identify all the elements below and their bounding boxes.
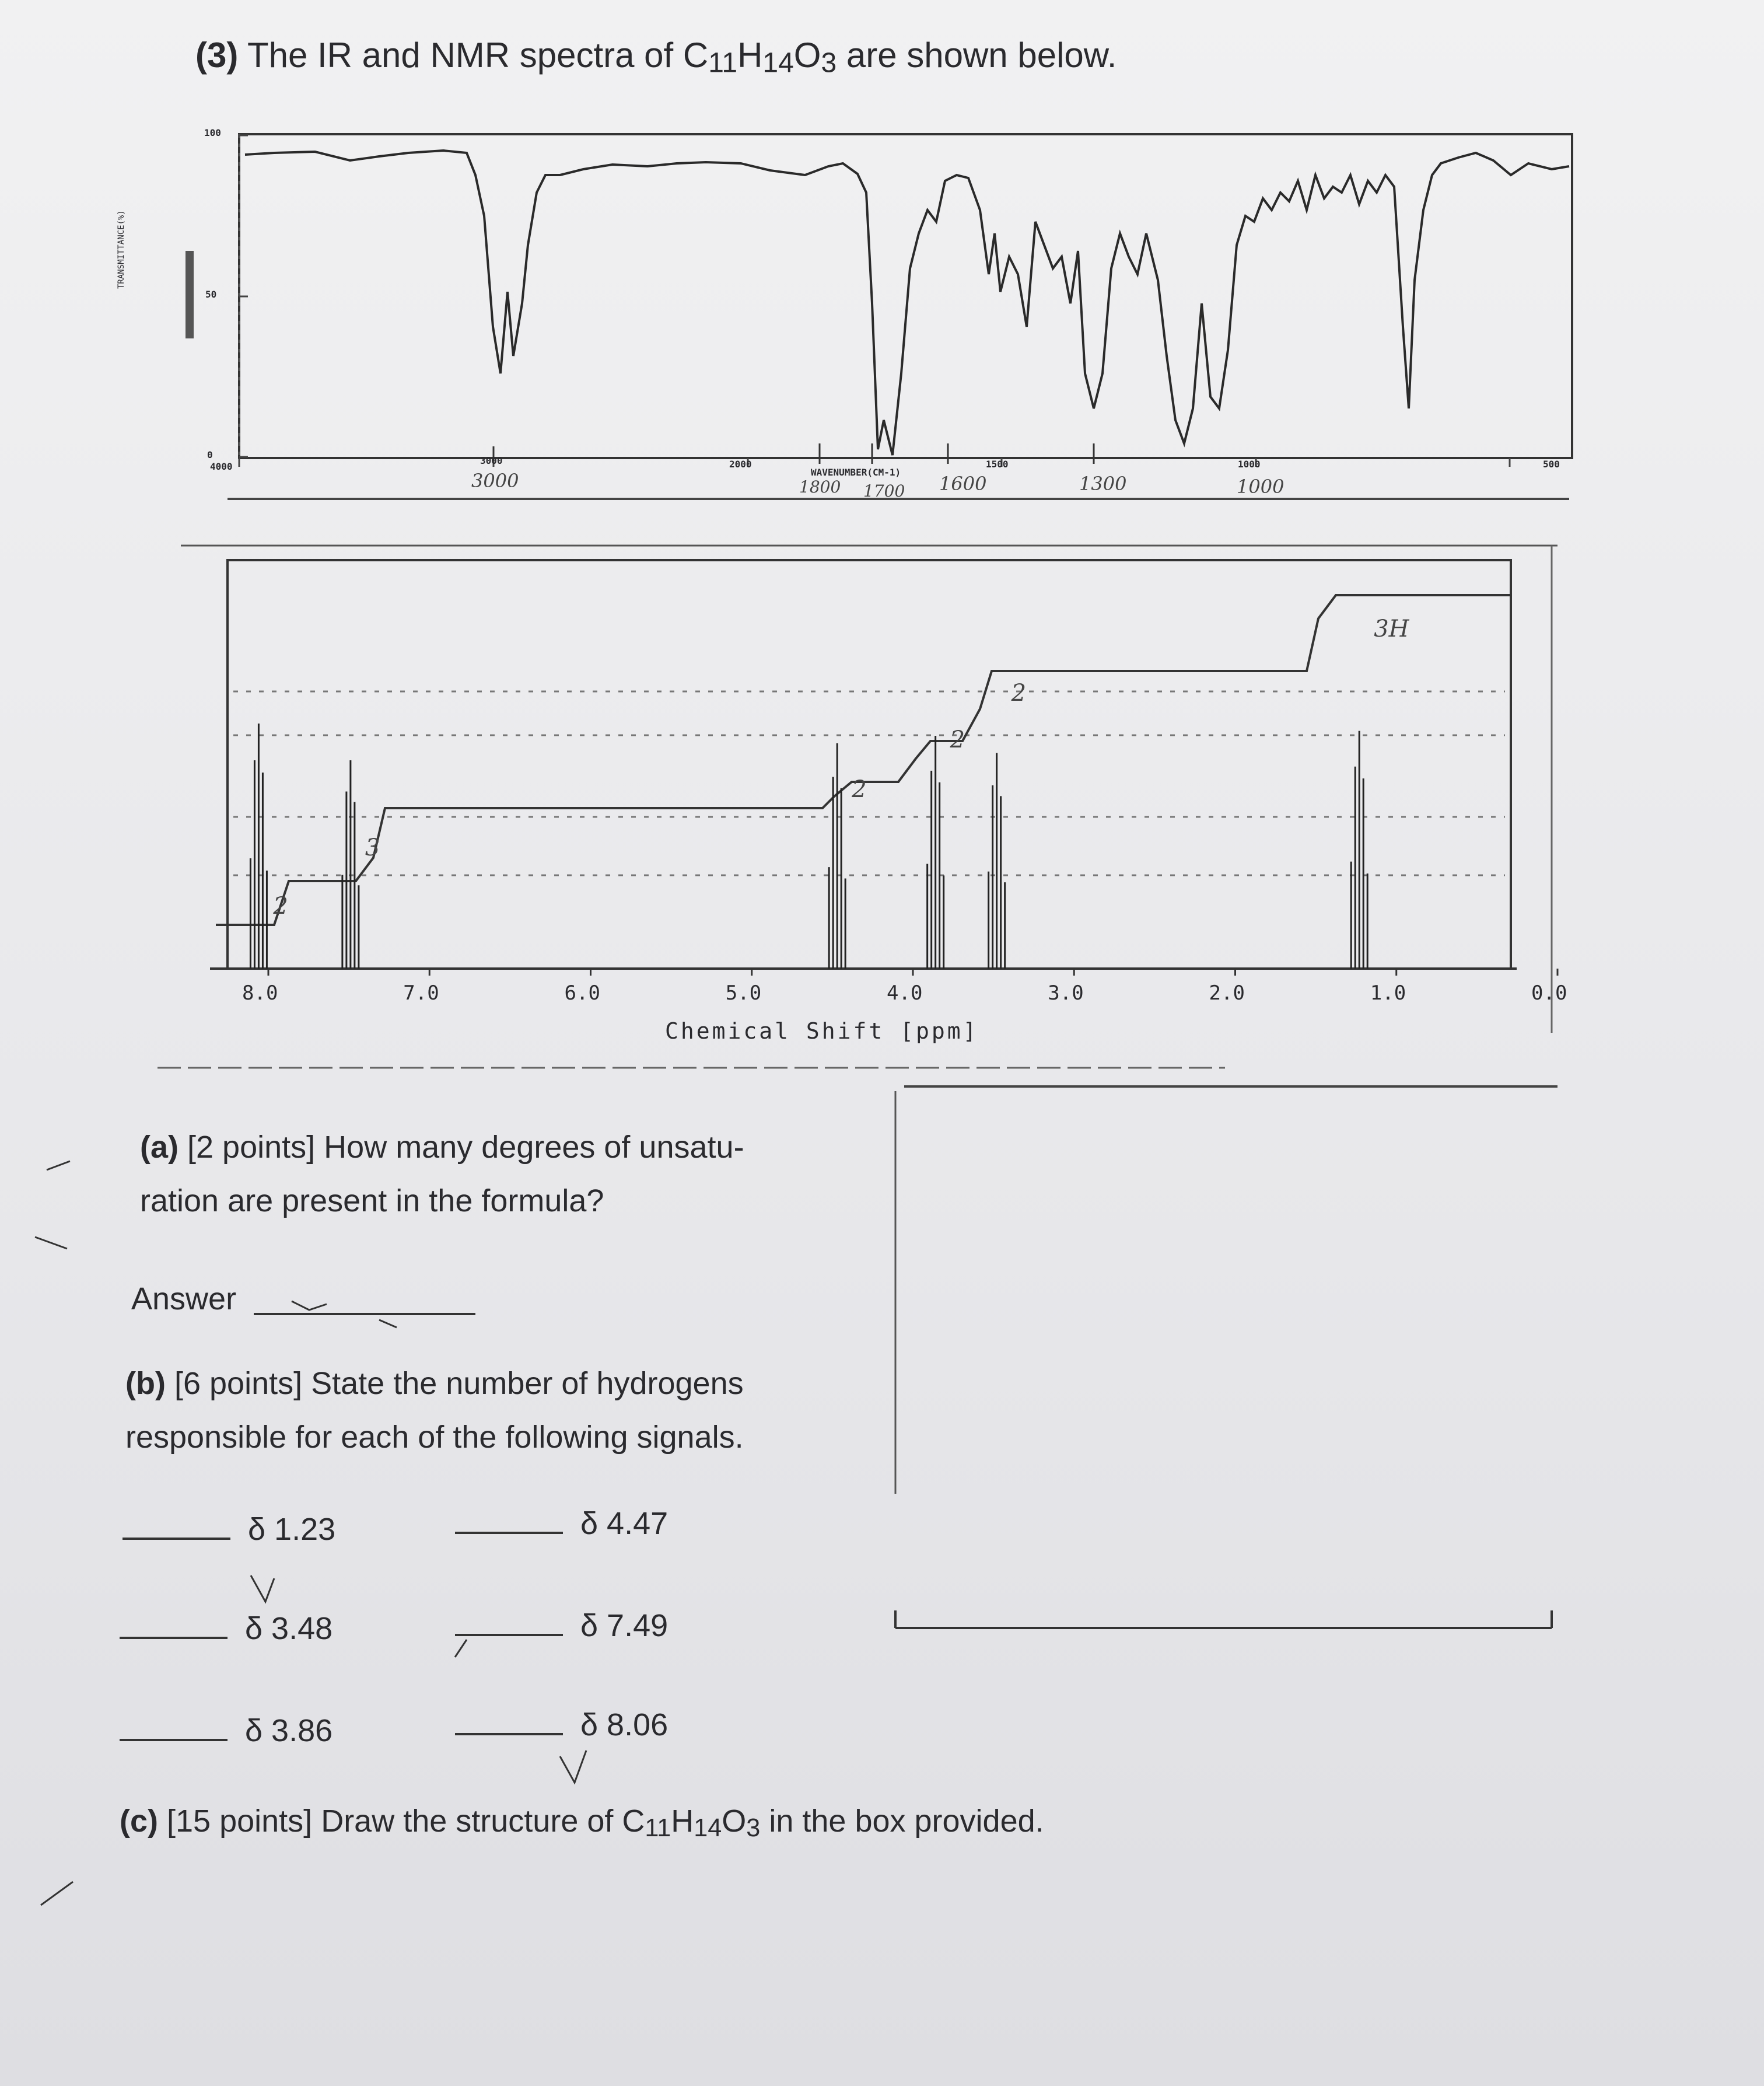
- ir-x-label: WAVENUMBER(CM-1): [811, 467, 901, 478]
- nmr-x-tick-label: 5.0: [725, 981, 762, 1005]
- ir-x-tick-3000: 3000: [480, 455, 503, 466]
- nmr-integration-label: 2: [1011, 680, 1027, 707]
- ir-y-tick-50: 50: [205, 289, 217, 300]
- nmr-x-tick-label: 7.0: [403, 981, 439, 1005]
- signal-row-2-right[interactable]: δ 7.49: [455, 1608, 668, 1644]
- structure-drawing-box[interactable]: [901, 1094, 1543, 1619]
- nmr-x-tick-label: 3.0: [1048, 981, 1084, 1005]
- part-b-question: (b) [6 points] State the number of hydrogens responsible for each of the following signals.: [125, 1366, 744, 1455]
- ir-x-tick-1000: 1000: [1238, 459, 1261, 470]
- ir-hand-3000: 3000: [471, 470, 519, 492]
- nmr-x-tick-label: 0.0: [1531, 981, 1567, 1005]
- nmr-integration-label: 3H: [1374, 616, 1409, 642]
- part-a-answer-field[interactable]: [254, 1284, 475, 1313]
- ir-hand-1300: 1300: [1079, 473, 1127, 495]
- question-title: (3) The IR and NMR spectra of C11H14O3 are shown below.: [195, 36, 1117, 79]
- ir-x-tick-4000: 4000: [210, 461, 233, 472]
- nmr-x-tick-label: 6.0: [564, 981, 600, 1005]
- ir-x-tick-2000: 2000: [729, 459, 752, 470]
- ir-y-tick-100: 100: [204, 127, 221, 138]
- nmr-integration-label: 2: [852, 776, 867, 803]
- ir-hand-1700: 1700: [863, 481, 905, 501]
- ir-x-tick-500: 500: [1543, 459, 1560, 470]
- ir-hand-1800: 1800: [799, 477, 841, 497]
- signal-row-1-left[interactable]: δ 1.23: [123, 1511, 335, 1547]
- signal-row-3-right[interactable]: δ 8.06: [455, 1707, 668, 1743]
- part-c-question: (c) [15 points] Draw the structure of C11H14O3 in the box provided.: [120, 1804, 1044, 1842]
- nmr-x-tick-label: 8.0: [242, 981, 278, 1005]
- nmr-x-tick-label: 4.0: [887, 981, 923, 1005]
- ir-y-tick-0: 0: [207, 449, 213, 460]
- ir-hand-1600: 1600: [939, 473, 987, 495]
- signal-row-3-left[interactable]: δ 3.86: [120, 1713, 332, 1749]
- ir-y-label: TRANSMITTANCE(%): [117, 210, 126, 289]
- nmr-integration-label: 2: [950, 726, 965, 753]
- ir-hand-1000: 1000: [1237, 476, 1284, 498]
- nmr-x-tick-label: 2.0: [1209, 981, 1245, 1005]
- signal-row-2-left[interactable]: δ 3.48: [120, 1610, 332, 1647]
- nmr-x-label: Chemical Shift [ppm]: [665, 1018, 979, 1044]
- part-a-question: (a) [2 points] How many degrees of unsatu- ration are present in the formula?: [140, 1130, 744, 1218]
- nmr-integration-label: 2: [273, 893, 288, 920]
- nmr-integration-label: 3: [365, 834, 380, 861]
- signal-row-1-right[interactable]: δ 4.47: [455, 1505, 668, 1542]
- ir-x-tick-1500: 1500: [986, 459, 1009, 470]
- part-a-answer-label: Answer: [131, 1281, 237, 1316]
- nmr-x-tick-label: 1.0: [1370, 981, 1406, 1005]
